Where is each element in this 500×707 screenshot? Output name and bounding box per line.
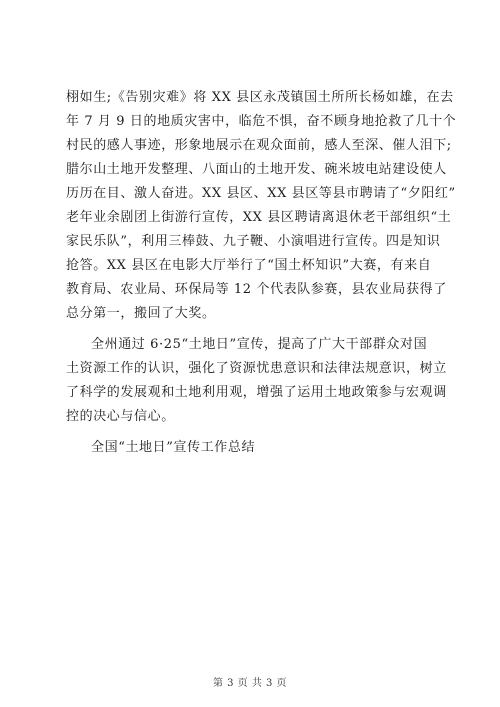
text-line: 土资源工作的认识，强化了资源忧患意识和法律法规意识，树立 xyxy=(66,361,447,376)
text-line: 老年业余剧团上街游行宣传，XX 县区聘请离退休老干部组织“土 xyxy=(66,210,452,225)
text-line: 家民乐队”，利用三棒鼓、九子鞭、小演唱进行宣传。四是知识 xyxy=(66,234,441,249)
text-line: 抢答。XX 县区在电影大厅举行了“国土杯知识”大赛，有来自 xyxy=(66,258,432,273)
text-line: 腊尔山土地开发整理、八面山的土地开发、碗米坡电站建设使人 xyxy=(66,162,447,177)
paragraph-first-line: 全州通过 6·25“土地日”宣传，提高了广大干部群众对国 xyxy=(91,337,428,352)
text-line: 教育局、农业局、环保局等 12 个代表队参赛，县农业局获得了 xyxy=(66,282,447,297)
text-line: 村民的感人事迹，形象地展示在观众面前，感人至深、催人泪下; xyxy=(66,138,452,153)
text-line: 了科学的发展观和土地利用观，增强了运用土地政策参与宏观调 xyxy=(66,385,447,400)
text-line: 栩如生;《告别灾难》将 XX 县区永茂镇国土所所长杨如雄，在去 xyxy=(66,90,454,105)
document-title-line: 全国“土地日”宣传工作总结 xyxy=(91,440,256,455)
text-line: 年 7 月 9 日的地质灾害中，临危不惧，奋不顾身地抢救了几十个 xyxy=(66,114,457,129)
text-line: 总分第一，搬回了大奖。 xyxy=(66,306,216,321)
text-line: 控的决心与信心。 xyxy=(66,409,175,424)
text-line: 历历在目、激人奋进。XX 县区、XX 县区等县市聘请了“夕阳红” xyxy=(66,186,456,201)
page-number-footer: 第 3 页 共 3 页 xyxy=(212,678,288,689)
